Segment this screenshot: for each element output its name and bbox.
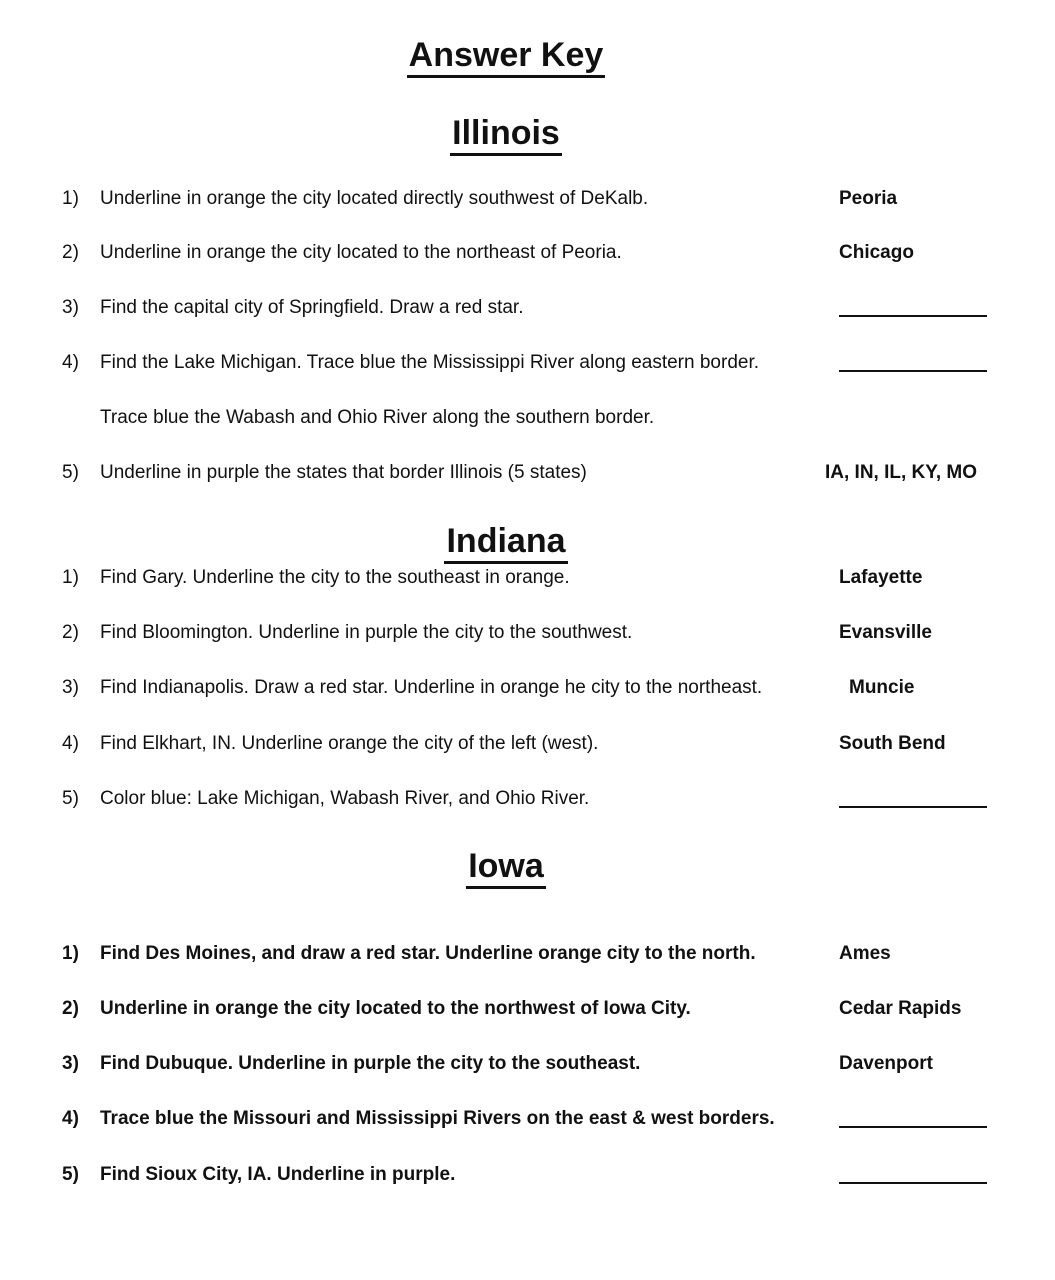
question-text: Find Indianapolis. Draw a red star. Underline in orange he city to the northeast. — [100, 677, 763, 698]
answer-text: Chicago — [839, 242, 914, 263]
answer-text: IA, IN, IL, KY, MO — [825, 462, 978, 483]
section-heading-text: Iowa — [466, 847, 546, 889]
question-number: 5) — [62, 462, 79, 483]
answer-text: South Bend — [839, 733, 946, 754]
answer-blank-line — [839, 1126, 987, 1128]
page-title — [0, 36, 1012, 75]
question-number: 2) — [62, 622, 79, 643]
question-text: Find the capital city of Springfield. Draw a red star. — [100, 297, 524, 318]
question-number: 1) — [62, 567, 79, 588]
question-number: 4) — [62, 352, 79, 373]
answer-text: Ames — [839, 943, 891, 964]
question-text: Find Dubuque. Underline in purple the city to the southeast. — [100, 1053, 641, 1074]
question-row — [0, 184, 1055, 214]
question-text: Underline in orange the city located to the northwest of Iowa City. — [100, 998, 691, 1019]
section-heading-text: Indiana — [444, 522, 567, 564]
page-title-text: Answer Key — [407, 36, 606, 78]
question-number: 3) — [62, 297, 79, 318]
question-row — [0, 458, 1055, 488]
question-number: 4) — [62, 733, 79, 754]
question-number: 3) — [62, 1053, 79, 1074]
answer-text: Cedar Rapids — [839, 998, 962, 1019]
question-text: Find Gary. Underline the city to the southeast in orange. — [100, 567, 570, 588]
question-text: Underline in orange the city located to the northeast of Peoria. — [100, 242, 622, 263]
answer-blank-line — [839, 806, 987, 808]
question-text: Color blue: Lake Michigan, Wabash River, and Ohio River. — [100, 788, 590, 809]
answer-text: Evansville — [839, 622, 932, 643]
question-row — [0, 238, 1055, 268]
question-row — [0, 563, 1055, 593]
question-row — [0, 293, 1055, 323]
question-text: Find Bloomington. Underline in purple the city to the southwest. — [100, 622, 633, 643]
question-row — [0, 673, 1055, 703]
question-number: 4) — [62, 1108, 79, 1129]
question-row — [0, 1160, 1055, 1190]
question-text: Underline in purple the states that border Illinois (5 states) — [100, 462, 587, 483]
section-heading-illinois — [0, 114, 1012, 153]
question-row — [0, 784, 1055, 814]
question-number: 2) — [62, 242, 79, 263]
question-row — [0, 994, 1055, 1024]
question-text: Trace blue the Wabash and Ohio River along the southern border. — [100, 407, 655, 428]
question-number: 1) — [62, 943, 79, 964]
question-text: Find Des Moines, and draw a red star. Underline orange city to the north. — [100, 943, 756, 964]
question-row — [0, 618, 1055, 648]
answer-text: Davenport — [839, 1053, 933, 1074]
question-text: Find Elkhart, IN. Underline orange the city of the left (west). — [100, 733, 599, 754]
question-text: Trace blue the Missouri and Mississippi Rivers on the east & west borders. — [100, 1108, 775, 1129]
answer-text: Peoria — [839, 188, 898, 209]
question-number: 2) — [62, 998, 79, 1019]
question-row — [0, 939, 1055, 969]
answer-text: Lafayette — [839, 567, 923, 588]
question-number: 5) — [62, 788, 79, 809]
question-text: Underline in orange the city located directly southwest of DeKalb. — [100, 188, 649, 209]
section-heading-text: Illinois — [450, 114, 562, 156]
question-row — [0, 1049, 1055, 1079]
question-number: 3) — [62, 677, 79, 698]
section-heading-indiana — [0, 522, 1012, 561]
section-heading-iowa — [0, 847, 1012, 886]
question-row — [0, 348, 1055, 378]
question-number: 1) — [62, 188, 79, 209]
question-text: Find Sioux City, IA. Underline in purple. — [100, 1164, 456, 1185]
answer-blank-line — [839, 370, 987, 372]
question-text: Find the Lake Michigan. Trace blue the Mississippi River along eastern border. — [100, 352, 760, 373]
answer-blank-line — [839, 315, 987, 317]
question-number: 5) — [62, 1164, 79, 1185]
answer-text: Muncie — [849, 677, 915, 698]
answer-blank-line — [839, 1182, 987, 1184]
question-row — [0, 1104, 1055, 1134]
question-row-continuation — [0, 403, 1055, 433]
question-row — [0, 729, 1055, 759]
